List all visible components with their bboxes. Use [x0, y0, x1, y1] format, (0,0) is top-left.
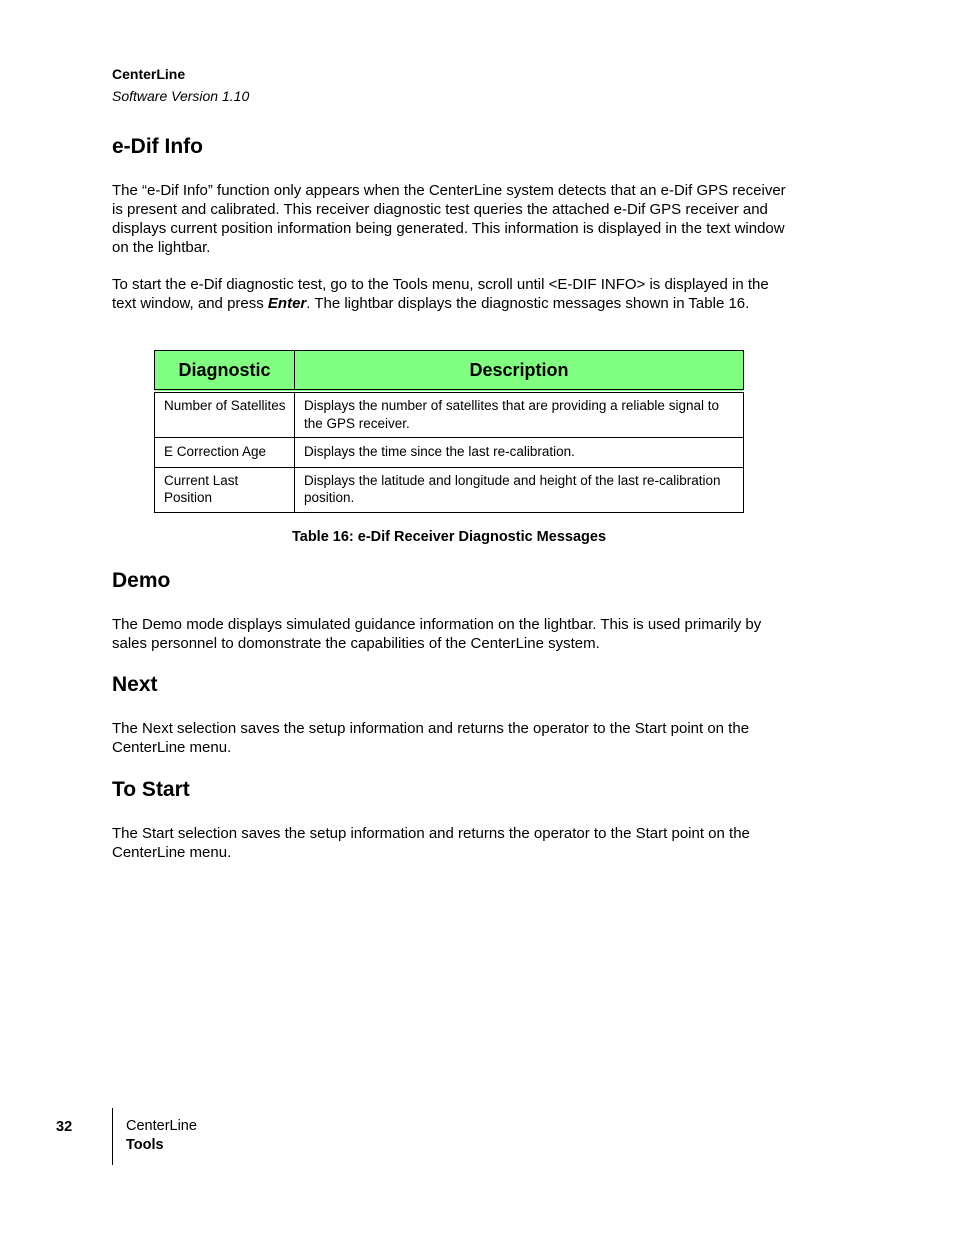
running-header-title: CenterLine [112, 66, 186, 82]
page-number: 32 [56, 1119, 73, 1135]
paragraph-edif-intro: The “e-Dif Info” function only appears when the CenterLine system detects that an e-Dif GPS receiver is present and calibrated. This receiver diagnostic test queries the attached e-Dif GPS receiver and displays current position information being generated. This information is displayed in the text window on the lightbar. [112, 182, 786, 256]
running-header-subtitle: Software Version 1.10 [112, 88, 250, 104]
table-header-row [155, 351, 744, 392]
paragraph-next: The Next selection saves the setup information and returns the operator to the Start point on the CenterLine menu. [112, 720, 750, 756]
footer-product: CenterLine [126, 1118, 197, 1134]
paragraph-edif-start-part1: To start the e-Dif diagnostic test, go to the Tools menu, scroll until <E-DIF INFO> is displayed in the text window, and press [112, 276, 769, 312]
enter-key-emphasis: Enter [267, 295, 307, 312]
paragraph-edif-start-part2: . The lightbar displays the diagnostic messages shown in Table 16. [306, 295, 750, 312]
table-cell-description: Displays the latitude and longitude and height of the last re-calibration position. [295, 467, 744, 512]
footer-chapter: Tools [126, 1137, 164, 1153]
paragraph-demo: The Demo mode displays simulated guidance information on the lightbar. This is used primarily by sales personnel to domonstrate the capabilities of the CenterLine system. [112, 616, 762, 652]
heading-demo: Demo [112, 569, 171, 592]
heading-to-start: To Start [112, 778, 190, 801]
paragraph-edif-start [112, 275, 792, 313]
paragraph-to-start: The Start selection saves the setup information and returns the operator to the Start point on the CenterLine menu. [112, 825, 750, 861]
diagnostic-table [154, 350, 744, 513]
table-cell-description: Displays the time since the last re-calibration. [295, 438, 744, 468]
table-cell-diagnostic: Current Last Position [155, 467, 295, 512]
table-header-description: Description [295, 351, 744, 392]
table-cell-diagnostic: Number of Satellites [155, 391, 295, 438]
table-row [155, 467, 744, 512]
table-cell-description: Displays the number of satellites that are providing a reliable signal to the GPS receiver. [295, 391, 744, 438]
heading-edif-info: e-Dif Info [112, 135, 203, 158]
table-cell-diagnostic: E Correction Age [155, 438, 295, 468]
table-row [155, 391, 744, 438]
table-row [155, 438, 744, 468]
footer-divider [112, 1108, 113, 1165]
heading-next: Next [112, 673, 158, 696]
table-caption: Table 16: e-Dif Receiver Diagnostic Messages [291, 529, 607, 545]
table-header-diagnostic: Diagnostic [155, 351, 295, 392]
